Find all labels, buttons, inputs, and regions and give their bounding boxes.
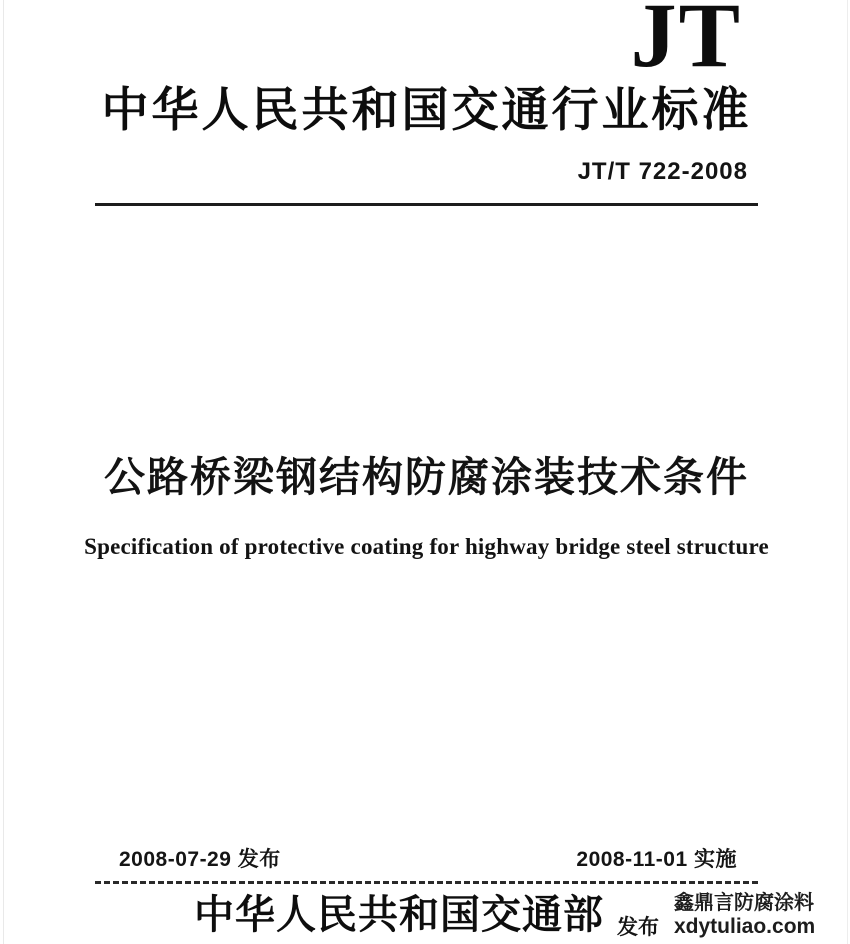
header-rule: [95, 203, 758, 206]
document-title-chinese: 公路桥梁钢结构防腐涂装技术条件: [104, 454, 749, 500]
document-title-english: Specification of protective coating for highway bridge steel structure: [84, 534, 769, 559]
watermark: [674, 892, 815, 939]
watermark-company-name: 鑫鼎言防腐涂料: [674, 892, 814, 914]
footer-dashed-rule: [95, 881, 758, 884]
page-right-edge-line: [847, 0, 848, 944]
implementation-date: 2008-11-01 实施: [576, 848, 737, 871]
watermark-website: xdytuliao.com: [674, 914, 816, 938]
page-left-edge-line: [3, 0, 4, 944]
publish-label: 发布: [617, 916, 659, 939]
publisher-name: 中华人民共和国交通部: [194, 892, 604, 937]
standard-number: JT/T 722-2008: [577, 158, 748, 185]
jt-logo: JT: [630, 0, 742, 86]
issue-date: 2008-07-29 发布: [119, 848, 281, 871]
standard-type-heading: 中华人民共和国交通行业标准: [101, 83, 752, 136]
